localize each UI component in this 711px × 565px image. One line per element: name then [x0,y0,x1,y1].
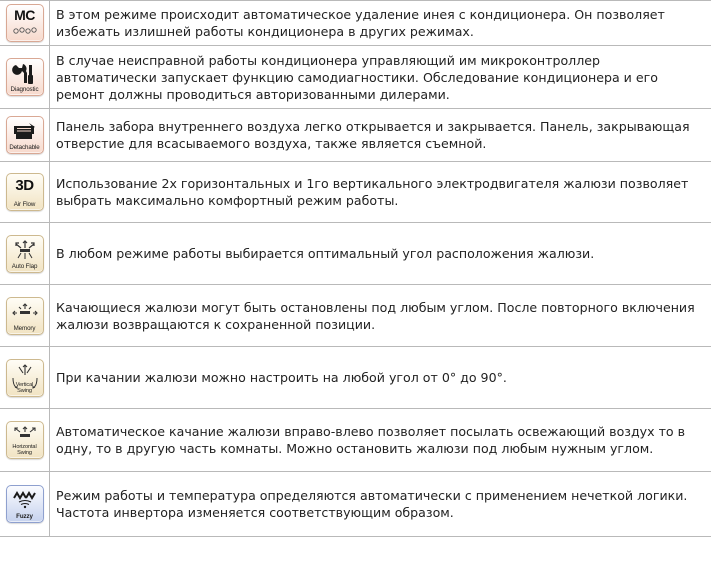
snowflake-dots-icon [7,5,43,41]
icon-cell [0,109,50,162]
feature-description: В случае неисправной работы кондиционера управляющий им микроконтроллер автоматически запускает функцию самодиагностики. Обследование кондиционера и его ремонт должны проводиться авторизованными дилерами. [50,46,711,109]
feature-description: В любом режиме работы выбирается оптимальный угол расположения жалюзи. [50,223,711,285]
feature-row [0,223,711,285]
icon-cell [0,223,50,285]
fuzzy-logic-icon [6,485,44,523]
auto-flap-icon-label: Auto Flap [11,262,38,270]
diagnostic-icon-label: Diagnostic [10,86,39,93]
icon-cell [0,162,50,223]
horizontal-swing-icon [6,421,44,459]
feature-row [0,46,711,109]
feature-description: Использование 2х горизонтальных и 1го вертикального электродвигателя жалюзи позволяет выбрать максимально комфортный режим работы. [50,162,711,223]
detachable-panel-icon [6,116,44,154]
swing-icon-label: Swing [17,387,32,394]
memory-icon [6,297,44,335]
feature-row [0,472,711,537]
feature-description: При качании жалюзи можно настроить на любой угол от 0° до 90°. [50,347,711,409]
fuzzy-icon-label: Fuzzy [16,513,33,520]
icon-cell [0,347,50,409]
feature-description: В этом режиме происходит автоматическое удаление инея с кондиционера. Он позволяет избежать излишней работы кондиционера в других режимах. [50,1,711,46]
swing-icon-label: Swing [17,450,32,456]
feature-description: Панель забора внутреннего воздуха легко открывается и закрывается. Панель, закрывающая отверстие для всасываемого воздуха, также является съемной. [50,109,711,162]
feature-row [0,162,711,223]
icon-cell [0,409,50,472]
diagnostic-icon [6,58,44,96]
vertical-icon-label: Vertical [15,381,34,388]
feature-description: Качающиеся жалюзи могут быть остановлены под любым углом. После повторного включения жалюзи возвращаются к сохраненной позиции. [50,285,711,347]
horizontal-icon-label: Horizontal [12,444,37,450]
vertical-swing-icon [6,359,44,397]
3d-icon-label: 3D [15,177,34,194]
feature-row [0,347,711,409]
icon-cell [0,285,50,347]
feature-description: Автоматическое качание жалюзи вправо-влево позволяет посылать освежающий воздух то в одну, то в другую часть комнаты. Можно остановить жалюзи под любым нужным углом. [50,409,711,472]
mc-defrost-icon [6,4,44,42]
detachable-icon-label: Detachable [9,144,40,151]
feature-row [0,409,711,472]
icon-cell [0,1,50,46]
icon-cell [0,46,50,109]
airflow-icon-label: Air Flow [13,201,36,208]
icon-cell [0,472,50,537]
feature-row [0,285,711,347]
mc-icon-label: MC [14,7,35,23]
feature-row [0,1,711,46]
feature-description: Режим работы и температура определяются автоматически с применением нечеткой логики. Частота инвертора изменяется соответствующим образом. [50,472,711,537]
memory-icon-label: Memory [13,324,36,332]
3d-airflow-icon [6,173,44,211]
feature-row [0,109,711,162]
auto-flap-icon [6,235,44,273]
